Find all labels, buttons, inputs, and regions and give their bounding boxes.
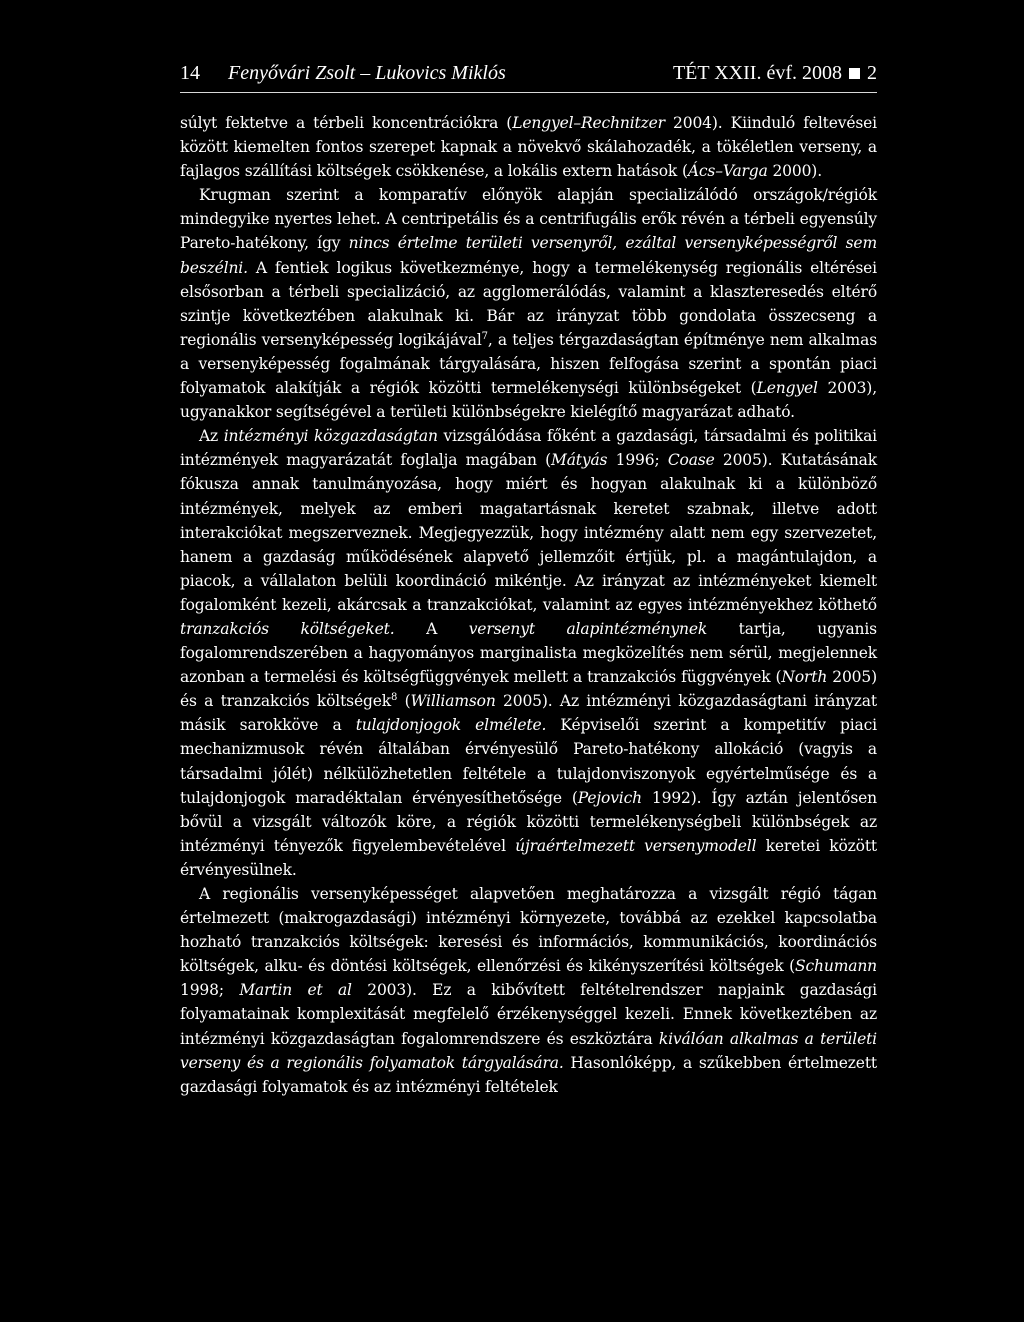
body-text	[180, 111, 877, 1099]
text-run: 2005) és a tranzakciós költségek	[180, 668, 877, 711]
text-run: 2000).	[767, 162, 822, 181]
text-run: vizsgálódása főként a gazdasági, társadalmi és politikai intézmények magyarázatát foglalja magában (	[180, 427, 877, 470]
italic-text: Lengyel	[756, 379, 818, 398]
text-run: Képviselői szerint a kompetitív piaci mechanizmusok révén általában érvényesülő Pareto-hatékony allokáció (vagyis a társadalmi jólét) nélkülözhetetlen feltétele a tulajdonviszonyok egyértelműsége és a tulajdonjogok maradéktalan érvényesíthetősége (	[180, 716, 877, 807]
paragraph	[180, 183, 877, 424]
text-run: 2005). Az intézményi közgazdaságtani irányzat másik sarokköve a	[180, 692, 877, 735]
paragraph	[180, 424, 877, 882]
text-run: 1992). Így aztán jelentősen bővül a vizsgált változók köre, a régiók közötti termelékenységbeli különbségek az intézményi tényezők figyelembevételével	[180, 788, 877, 855]
text-run: A fentiek logikus következménye, hogy a termelékenység regionális eltérései elsősorban a térbeli specializáció, az agglomerálódás, valamint a klaszteresedés eltérő szintje következtében alakulnak ki. Bár az irányzat több gondolata összecseng a regionális versenyképesség logikájával	[180, 258, 877, 349]
italic-text: tranzakciós költségeket.	[180, 619, 395, 638]
italic-text: intézményi közgazdaságtan	[223, 427, 438, 446]
running-head	[180, 58, 877, 88]
journal-title: TÉT XXII. évf. 2008	[672, 62, 842, 84]
italic-text: Lengyel–Rechnitzer	[512, 114, 665, 132]
text-run: Hasonlóképp, a szűkebben értelmezett gazdasági folyamatok és az intézményi feltételek	[180, 1053, 877, 1096]
text-run: 1998;	[180, 981, 240, 1000]
paragraph	[180, 111, 877, 183]
italic-text: Schumann	[795, 957, 877, 976]
text-run: Krugman szerint a komparatív előnyök alapján specializálódó országok/régiók mindegyike nyertes lehet. A centripetális és a centrifugális erők révén a térbeli egyensúly Pareto-hatékony, így	[180, 186, 877, 253]
text-run: 2003), ugyanakkor segítségével a területi különbségekre kielégítő magyarázat adható.	[180, 379, 877, 422]
page-number: 14	[180, 62, 200, 84]
italic-text: Coase	[667, 451, 715, 470]
text-run: keretei között érvényesülnek.	[180, 836, 877, 879]
italic-text: Mátyás	[550, 451, 608, 470]
header-rule	[180, 92, 877, 93]
issue-number: 2	[867, 62, 877, 84]
text-run: súlyt fektetve a térbeli koncentrációkra (	[180, 114, 513, 132]
text-run: tartja, ugyanis fogalomrendszerében a hagyományos marginalista megközelítés nem sérül, megjelennek azonban a termelési és költségfüggvények mellett a tranzakciós függvények (	[180, 619, 877, 687]
text-run: 2004). Kiinduló feltevései között kiemelten fontos szerepet kapnak a növekvő skálahozadék, a tökéletlen verseny, a fajlagos szállítási költségek csökkenése, a lokális extern hatások (	[180, 114, 877, 181]
footnote-ref: 7	[481, 330, 488, 342]
text-run: Az	[199, 427, 224, 446]
italic-text: North	[781, 668, 828, 687]
italic-text: versenyt alapintézménynek	[468, 619, 708, 638]
running-head-authors: Fenyővári Zsolt – Lukovics Miklós	[228, 62, 506, 84]
text-run: (	[397, 692, 411, 711]
paragraph	[180, 882, 877, 1099]
text-run: A regionális versenyképességet alapvetően meghatározza a vizsgált régió tágan értelmezett (makrogazdasági) intézményi környezete, továbbá az ezekkel kapcsolatba hozható tranzakciós költségek: keresési és információs, kommunikációs, koordinációs költségek, alku- és döntési költségek, ellenőrzési és kikényszerítési költségek (	[180, 885, 877, 976]
italic-text: Williamson	[410, 692, 496, 711]
running-head-journal	[673, 58, 877, 88]
square-bullet-icon	[849, 68, 860, 79]
italic-text: kiválóan alkalmas a területi verseny és a regionális folyamatok tárgyalására.	[180, 1029, 877, 1072]
italic-text: Pejovich	[577, 788, 642, 807]
text-run: 2005). Kutatásának fókusza annak tanulmányozása, hogy miért és hogyan alakulnak ki a különböző intézmények, melyek az emberi magatartásnak keretet szabnak, illetve adott interakciókat megszerveznek. Megjegyezzük, hogy intézmény alatt nem egy szervezetet, hanem a gazdaság működésének alapvető jellemzőit értjük, pl. a magántulajdon, a piacok, a vállalaton belüli koordináció mikéntje. Az irányzat az intézményeket kiemelt fogalomként kezeli, akárcsak a tranzakciókat, valamint az egyes intézményekhez köthető	[180, 451, 877, 614]
italic-text: tulajdonjogok elmélete.	[355, 716, 547, 735]
italic-text: nincs értelme területi versenyről, ezáltal versenyképességről sem beszélni.	[180, 234, 877, 277]
text-run: 1996;	[607, 451, 668, 470]
footnote-ref: 8	[391, 692, 398, 704]
text-run: , a teljes térgazdaságtan építménye nem alkalmas a versenyképesség fogalmának tárgyalására, hiszen felfogása szerint a spontán piaci folyamatok alakítják a régiók közötti termelékenységi különbségeket (	[180, 330, 877, 398]
italic-text: Martin et al	[239, 981, 352, 1000]
text-run: 2003). Ez a kibővített feltételrendszer napjaink gazdasági folyamatainak komplexitását megfelelő érzékenységgel kezeli. Ennek következtében az intézményi közgazdaságtan fogalomrendszere és eszköztára	[180, 981, 877, 1048]
italic-text: Ács–Varga	[687, 162, 768, 181]
italic-text: újraértelmezett versenymodell	[515, 836, 757, 855]
text-run: A	[394, 619, 469, 638]
